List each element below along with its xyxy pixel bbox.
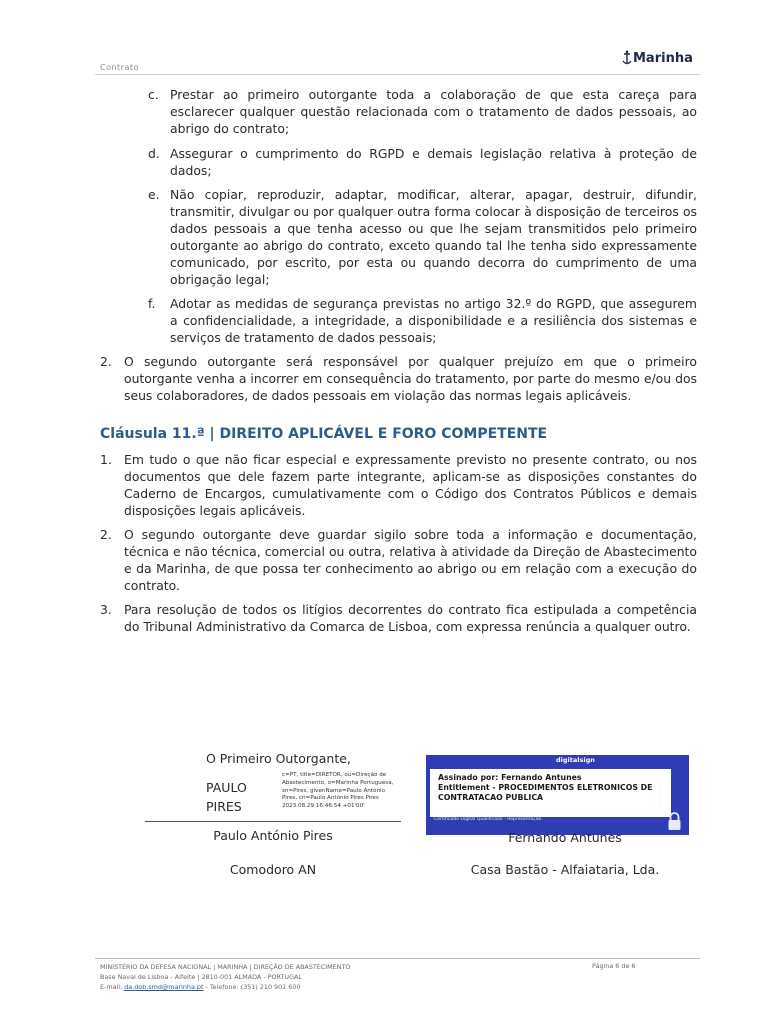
- list-item-label: d.: [148, 146, 160, 161]
- page-number: Página 6 de 6: [592, 962, 636, 970]
- first-signatory-title: O Primeiro Outorgante,: [206, 751, 351, 766]
- list-item-text: Para resolução de todos os litígios decorrentes do contrato fica estipulada a competência do Tribunal Administrativo da Comarca de Lisboa, com expressa renúncia a qualquer outro.: [124, 602, 697, 634]
- list-item-label: 3.: [100, 602, 112, 617]
- list-item-label: f.: [148, 296, 156, 311]
- footer-address: Base Naval de Lisboa - Alfeite | 2810-001 ALMADA - PORTUGAL: [100, 973, 302, 981]
- list-item-text: O segundo outorgante será responsável por qualquer prejuízo em que o primeiro outorgante venha a incorrer em consequência do tratamento, por parte do mesmo e/ou dos seus colaboradores, de dados pessoais em violação das normas legais aplicáveis.: [124, 354, 697, 403]
- header-divider: [95, 74, 700, 75]
- first-signatory-rank: Comodoro AN: [229, 862, 317, 877]
- list-item-label: e.: [148, 187, 160, 202]
- digital-signature-details: c=PT, title=DIRETOR, ou=Direção de Abastecimento, o=Marinha Portuguesa, sn=Pires, givenName=Paulo António Pires, cn=Paulo António Pires Pires 2023.08.29 16:46:54 +01'00': [282, 772, 394, 810]
- marinha-logo: [622, 50, 693, 66]
- list-item-text: Adotar as medidas de segurança previstas no artigo 32.º do RGPD, que assegurem a confidencialidade, a integridade, a disponibilidade e a resiliência dos sistemas e serviços de tratamento de dados pessoais;: [170, 296, 697, 345]
- header-label: Contrato: [100, 63, 139, 72]
- second-signatory-company: Casa Bastão - Alfaiataria, Lda.: [470, 862, 660, 877]
- first-signatory-signature: [206, 778, 247, 816]
- list-item-text: Prestar ao primeiro outorgante toda a colaboração de que esta careça para esclarecer qualquer questão relacionada com o tratamento de dados pessoais, ao abrigo do contrato;: [170, 87, 697, 136]
- list-item-label: 2.: [100, 354, 112, 369]
- footer-divider: [95, 958, 700, 959]
- list-item-label: 1.: [100, 452, 112, 467]
- signer-last-name: PIRES: [206, 799, 242, 814]
- signature-line: [145, 821, 401, 822]
- digital-signature-stamp: [426, 755, 689, 835]
- list-item-text: Não copiar, reproduzir, adaptar, modificar, alterar, apagar, destruir, difundir, transmitir, divulgar ou por qualquer outra forma colocar à disposição de terceiros os dados pessoais a que tenha acesso ou que lhe sejam transmitidos pelo primeiro outorgante ao abrigo do contrato, exceto quando tal lhe tenha sido expressamente comunicado, por escrito, por esta ou quando decorra do cumprimento de uma obrigação legal;: [170, 187, 697, 287]
- list-item-label: 2.: [100, 527, 112, 542]
- phone-text: - Telefone: (351) 210 901 600: [203, 983, 301, 991]
- footer-contact-line: [100, 982, 350, 992]
- list-item-text: O segundo outorgante deve guardar sigilo sobre toda a informação e documentação, técnica e não técnica, comercial ou outra, relativa à atividade da Direção de Abastecimento e da Marinha, de que possa ter conhecimento ao abrigo ou em relação com a execução do contrato.: [124, 527, 697, 593]
- first-signatory-name: Paulo António Pires: [213, 828, 333, 843]
- stamp-signed-by: Assinado por: Fernando Antunes: [438, 773, 582, 782]
- second-signatory-name: Fernando Antunes: [508, 830, 622, 845]
- email-label: E-mail:: [100, 983, 125, 991]
- lock-icon: [667, 811, 682, 831]
- footer-contact: [100, 962, 350, 992]
- list-item-text: Assegurar o cumprimento do RGPD e demais legislação relativa à proteção de dados;: [170, 146, 697, 178]
- stamp-brand: digitalsign: [556, 756, 595, 764]
- footer-organization: MINISTÉRIO DA DEFESA NACIONAL | MARINHA | DIREÇÃO DE ABASTECIMENTO: [100, 963, 351, 971]
- email-link[interactable]: da.dob.smd@marinha.pt: [124, 983, 204, 991]
- logo-text: Marinha: [633, 50, 693, 66]
- list-item-text: Em tudo o que não ficar especial e expressamente previsto no presente contrato, ou nos documentos que dele fazem parte integrante, aplicam-se as disposições constantes do Caderno de Encargos, cumulativamente com o Código dos Contratos Públicos e demais disposições legais aplicáveis.: [124, 452, 697, 518]
- anchor-icon: [622, 50, 632, 66]
- signer-first-name: PAULO: [206, 780, 247, 795]
- stamp-entitlement: Entitlement - PROCEDIMENTOS ELETRONICOS DE CONTRATACAO PUBLICA: [438, 783, 653, 802]
- list-item-label: c.: [148, 87, 159, 102]
- clause-title: Cláusula 11.ª | DIREITO APLICÁVEL E FORO COMPETENTE: [100, 426, 548, 442]
- stamp-footer: Certificado Digital Qualificado - Representação: [434, 817, 542, 822]
- stamp-panel: [430, 769, 671, 817]
